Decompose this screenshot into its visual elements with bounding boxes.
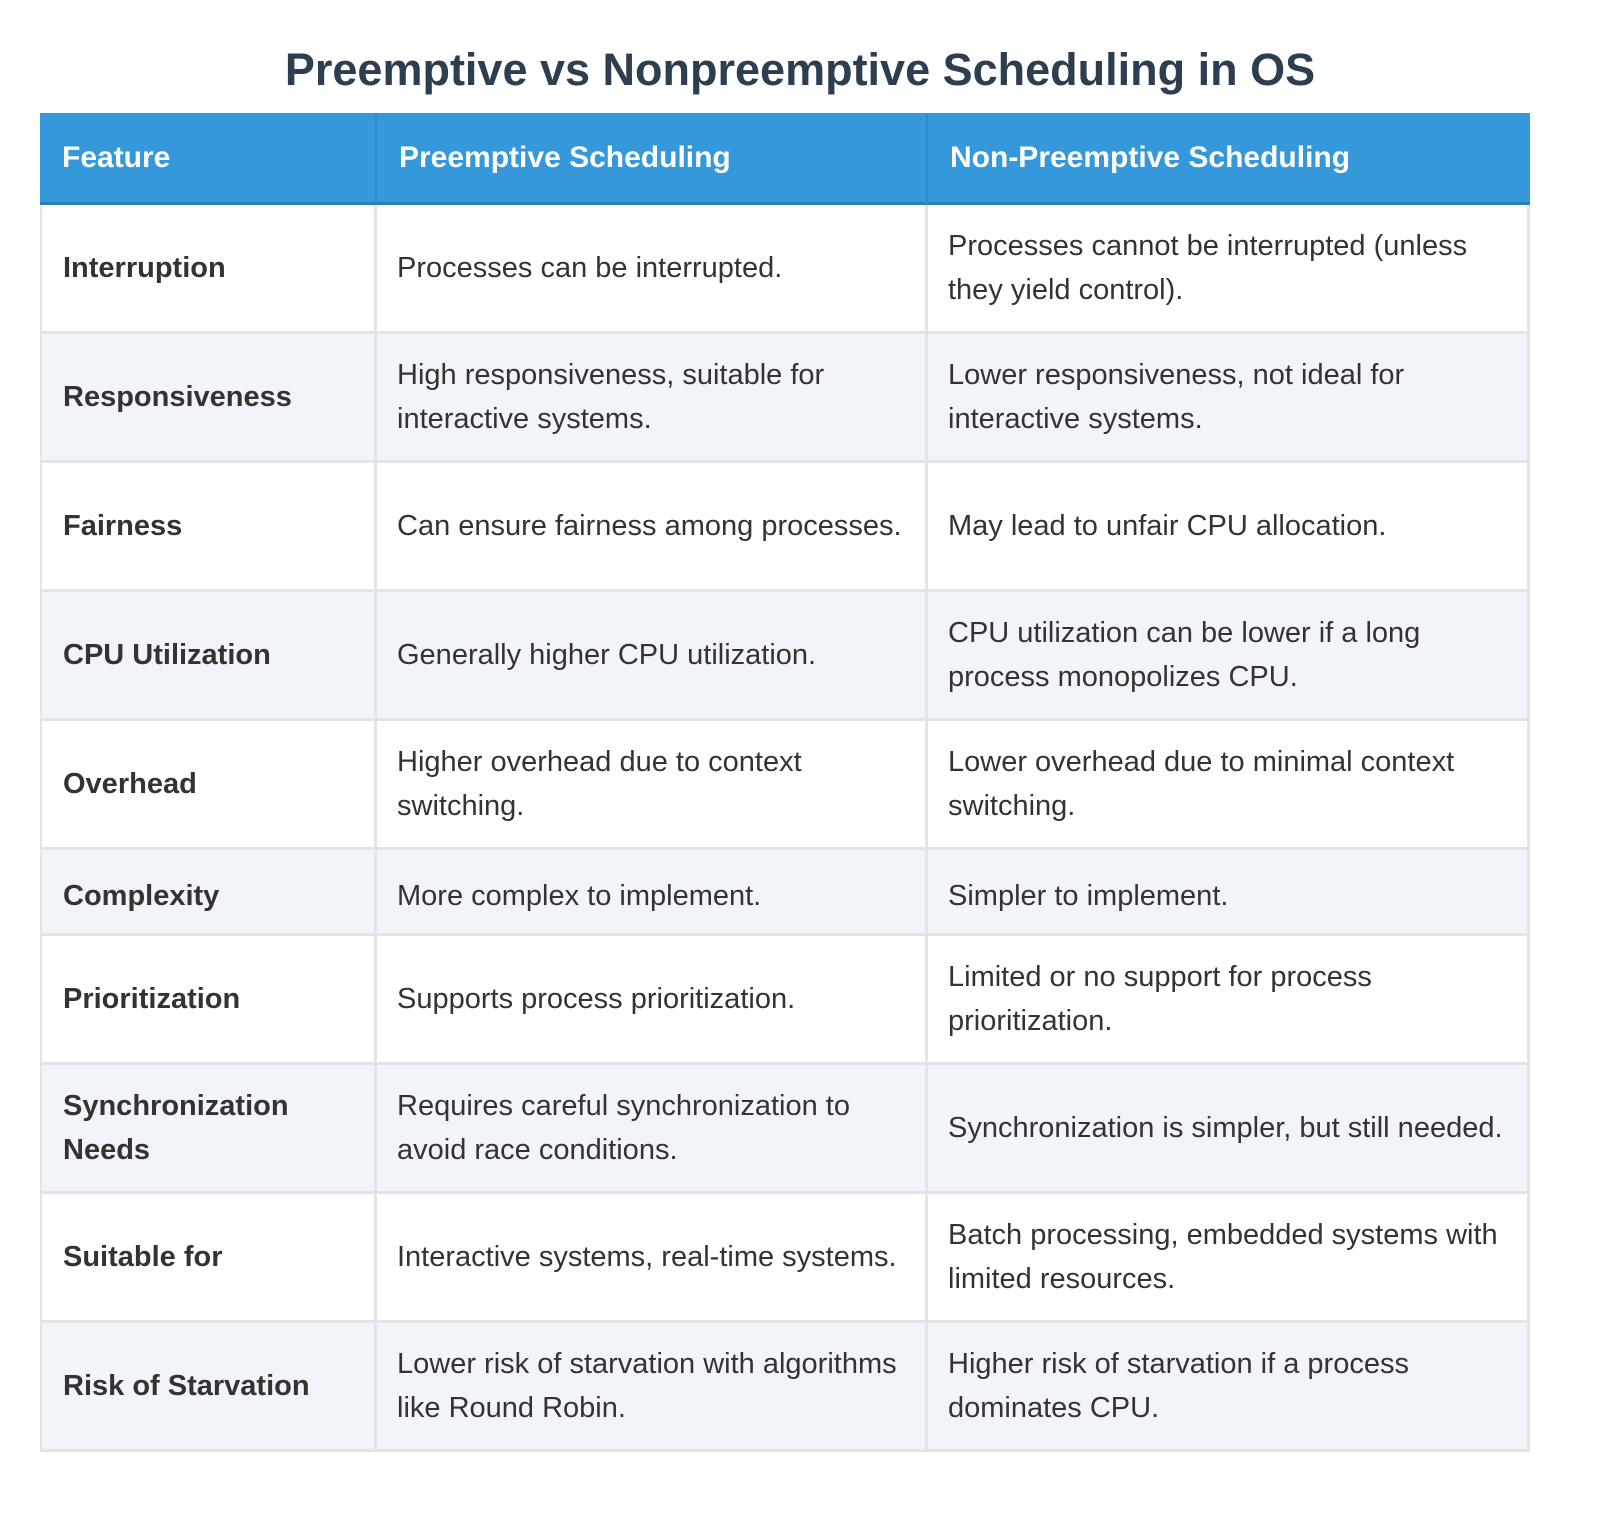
preemptive-cell: Processes can be interrupted. — [377, 205, 928, 334]
feature-cell: Suitable for — [40, 1194, 377, 1323]
non-preemptive-cell: Lower overhead due to minimal context switching. — [928, 721, 1530, 850]
column-header-non-preemptive: Non-Preemptive Scheduling — [928, 113, 1530, 205]
preemptive-cell: Requires careful synchronization to avoid race conditions. — [377, 1065, 928, 1194]
table-row — [40, 721, 1530, 850]
feature-cell: Fairness — [40, 463, 377, 592]
table-row — [40, 1323, 1530, 1452]
feature-cell: Responsiveness — [40, 334, 377, 463]
preemptive-cell: Lower risk of starvation with algorithms like Round Robin. — [377, 1323, 928, 1452]
column-header-preemptive: Preemptive Scheduling — [377, 113, 928, 205]
preemptive-cell: Supports process prioritization. — [377, 936, 928, 1065]
table-row — [40, 1065, 1530, 1194]
comparison-table — [40, 113, 1530, 1452]
non-preemptive-cell: Processes cannot be interrupted (unless they yield control). — [928, 205, 1530, 334]
preemptive-cell: More complex to implement. — [377, 850, 928, 936]
table-row — [40, 592, 1530, 721]
non-preemptive-cell: Simpler to implement. — [928, 850, 1530, 936]
feature-cell: CPU Utilization — [40, 592, 377, 721]
table-row — [40, 850, 1530, 936]
preemptive-cell: High responsiveness, suitable for interactive systems. — [377, 334, 928, 463]
feature-cell: Risk of Starvation — [40, 1323, 377, 1452]
table-row — [40, 334, 1530, 463]
feature-cell: Overhead — [40, 721, 377, 850]
feature-cell: Synchronization Needs — [40, 1065, 377, 1194]
table-row — [40, 1194, 1530, 1323]
non-preemptive-cell: Limited or no support for process prioritization. — [928, 936, 1530, 1065]
header-row — [40, 113, 1530, 205]
table-row — [40, 463, 1530, 592]
feature-cell: Complexity — [40, 850, 377, 936]
non-preemptive-cell: Synchronization is simpler, but still needed. — [928, 1065, 1530, 1194]
preemptive-cell: Interactive systems, real-time systems. — [377, 1194, 928, 1323]
non-preemptive-cell: Higher risk of starvation if a process dominates CPU. — [928, 1323, 1530, 1452]
feature-cell: Interruption — [40, 205, 377, 334]
preemptive-cell: Higher overhead due to context switching. — [377, 721, 928, 850]
table-header — [40, 113, 1530, 205]
non-preemptive-cell: Batch processing, embedded systems with limited resources. — [928, 1194, 1530, 1323]
table-row — [40, 205, 1530, 334]
page-title: Preemptive vs Nonpreemptive Scheduling in OS — [284, 44, 1316, 95]
non-preemptive-cell: May lead to unfair CPU allocation. — [928, 463, 1530, 592]
table-body — [40, 205, 1530, 1452]
table-row — [40, 936, 1530, 1065]
non-preemptive-cell: CPU utilization can be lower if a long process monopolizes CPU. — [928, 592, 1530, 721]
feature-cell: Prioritization — [40, 936, 377, 1065]
preemptive-cell: Generally higher CPU utilization. — [377, 592, 928, 721]
column-header-feature: Feature — [40, 113, 377, 205]
preemptive-cell: Can ensure fairness among processes. — [377, 463, 928, 592]
non-preemptive-cell: Lower responsiveness, not ideal for interactive systems. — [928, 334, 1530, 463]
